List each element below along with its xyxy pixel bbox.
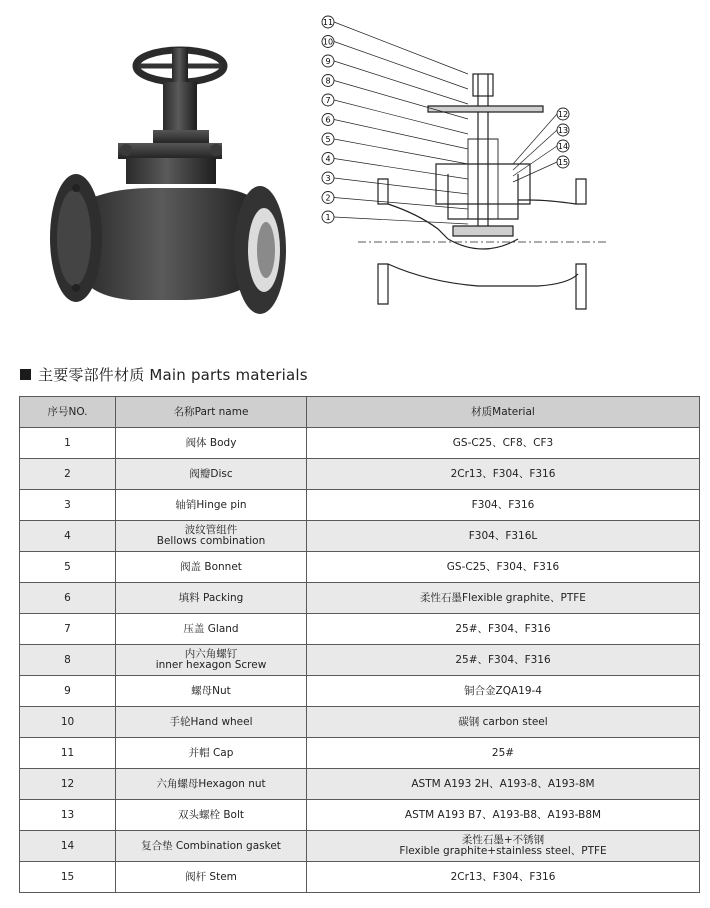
table-row [20,645,700,676]
cell-part-name-line2: Bellows combination [156,535,266,547]
callout-9 [322,55,468,104]
cell-no [20,862,116,893]
cell-no-line1: 13 [60,808,75,821]
cell-part-name [116,738,307,769]
cell-no [20,428,116,459]
section-title [20,364,308,385]
cell-part-name-line1: 双头螺栓 Bolt [178,808,244,821]
cell-part-name [116,769,307,800]
cell-material [307,707,700,738]
table-row [20,552,700,583]
cell-part-name [116,490,307,521]
cell-material-line1: 2Cr13、F304、F316 [450,467,556,480]
svg-text:10: 10 [322,37,334,47]
cell-no-line1: 5 [64,560,71,573]
cell-no [20,800,116,831]
header-part-name: 名称Part name [116,397,307,428]
cell-no [20,831,116,862]
cell-material-line1: 2Cr13、F304、F316 [450,870,556,883]
cell-material [307,583,700,614]
cell-material-line2: Flexible graphite+stainless steel、PTFE [399,845,607,857]
cell-part-name-line1: 手轮Hand wheel [169,715,253,728]
cell-material-line1: GS-C25、F304、F316 [446,560,560,573]
svg-text:4: 4 [325,154,331,164]
callout-6 [322,114,468,150]
cell-no [20,459,116,490]
table-row [20,831,700,862]
svg-text:2: 2 [325,193,331,203]
cell-part-name [116,707,307,738]
svg-text:15: 15 [557,157,569,167]
cell-no-line1: 6 [64,591,71,604]
cell-material [307,831,700,862]
cell-part-name [116,862,307,893]
cell-material-line1: 铜合金ZQA19-4 [464,684,542,697]
cell-part-name-line2: inner hexagon Screw [155,659,267,671]
table-row [20,521,700,552]
cell-part-name [116,583,307,614]
cell-material-line1: 25#、F304、F316 [455,622,551,635]
cell-material [307,800,700,831]
cell-part-name-line1: 并帽 Cap [188,746,234,759]
svg-text:3: 3 [325,173,331,183]
cell-part-name-line1: 波纹管组件 [184,524,238,536]
cell-material [307,645,700,676]
cell-no [20,769,116,800]
cell-material [307,428,700,459]
cell-no-line1: 2 [64,467,71,480]
svg-text:14: 14 [557,141,569,151]
svg-text:5: 5 [325,134,331,144]
cell-part-name-line1: 阀瓣Disc [189,467,233,480]
table-row [20,583,700,614]
cell-no [20,583,116,614]
header-material: 材质Material [307,397,700,428]
cell-no [20,707,116,738]
cell-no [20,676,116,707]
cell-part-name [116,800,307,831]
cell-part-name-line1: 螺母Nut [191,684,231,697]
section-title-square-icon [20,369,31,380]
callout-10 [322,36,468,90]
table-row [20,676,700,707]
section-title-text: 主要零部件材质 Main parts materials [38,366,308,384]
valve-photo [40,38,290,318]
cell-no-line1: 3 [64,498,71,511]
callout-7 [322,94,468,134]
cell-material [307,769,700,800]
cell-no-line1: 11 [60,746,75,759]
cell-material [307,738,700,769]
callout-4 [322,153,468,180]
cell-no [20,645,116,676]
table-row [20,614,700,645]
table-row [20,490,700,521]
cell-material [307,552,700,583]
right-callouts [513,108,569,182]
table-row [20,800,700,831]
cell-part-name-line1: 内六角螺钉 [184,648,238,660]
table-row [20,428,700,459]
cell-part-name [116,459,307,490]
cell-part-name-line1: 填料 Packing [178,591,244,604]
table-row [20,707,700,738]
table-row [20,769,700,800]
svg-text:11: 11 [322,17,334,27]
svg-text:8: 8 [325,76,331,86]
svg-text:9: 9 [325,56,331,66]
cell-material [307,676,700,707]
cell-material [307,862,700,893]
cell-no-line1: 15 [60,870,75,883]
materials-table [19,396,700,893]
cell-no [20,738,116,769]
cell-material-line1: 柔性石墨Flexible graphite、PTFE [420,591,586,604]
svg-text:6: 6 [325,115,331,125]
cell-part-name-line1: 阀盖 Bonnet [180,560,242,573]
cell-part-name [116,552,307,583]
cell-no-line1: 9 [64,684,71,697]
cell-part-name-line1: 轴销Hinge pin [175,498,247,511]
cell-material-line1: GS-C25、CF8、CF3 [452,436,554,449]
cell-no-line1: 7 [64,622,71,635]
table-row [20,862,700,893]
cell-part-name-line1: 复合垫 Combination gasket [141,839,281,852]
cell-no [20,521,116,552]
table-header-row [20,397,700,428]
cell-part-name [116,831,307,862]
callout-15 [513,156,569,182]
cell-material-line1: ASTM A193 B7、A193-B8、A193-B8M [404,808,602,821]
callout-1 [322,211,468,224]
cell-part-name [116,614,307,645]
svg-text:13: 13 [557,125,569,135]
cell-part-name-line1: 阀杆 Stem [185,870,237,883]
cell-material-line1: 柔性石墨+不锈钢 [461,834,545,846]
cell-no-line1: 12 [60,777,75,790]
cell-material [307,490,700,521]
cell-material [307,614,700,645]
cell-part-name-line1: 六角螺母Hexagon nut [156,777,266,790]
cell-part-name [116,676,307,707]
cell-no-line1: 4 [64,529,71,542]
callout-12 [513,108,569,164]
cell-part-name-line1: 阀体 Body [185,436,237,449]
left-callouts [322,16,468,224]
cell-no-line1: 14 [60,839,75,852]
cell-no-line1: 8 [64,653,71,666]
cell-no-line1: 1 [64,436,71,449]
cell-no [20,614,116,645]
cell-material-line1: 25# [491,746,515,759]
cell-part-name [116,645,307,676]
cell-part-name [116,428,307,459]
cell-material-line1: 25#、F304、F316 [455,653,551,666]
header-no: 序号NO. [20,397,116,428]
svg-text:1: 1 [325,212,331,222]
cell-material [307,521,700,552]
svg-text:7: 7 [325,95,331,105]
cell-material-line1: F304、F316 [471,498,535,511]
table-row [20,738,700,769]
cell-material [307,459,700,490]
cell-material-line1: 碳钢 carbon steel [458,715,548,728]
cell-part-name-line1: 压盖 Gland [183,622,239,635]
svg-text:12: 12 [557,109,569,119]
valve-section-drawing [318,14,618,324]
table-row [20,459,700,490]
callout-5 [322,133,468,164]
cell-material-line1: F304、F316L [468,529,538,542]
cell-part-name [116,521,307,552]
cell-no [20,552,116,583]
cell-no [20,490,116,521]
cell-material-line1: ASTM A193 2H、A193-8、A193-8M [411,777,595,790]
cell-no-line1: 10 [60,715,75,728]
